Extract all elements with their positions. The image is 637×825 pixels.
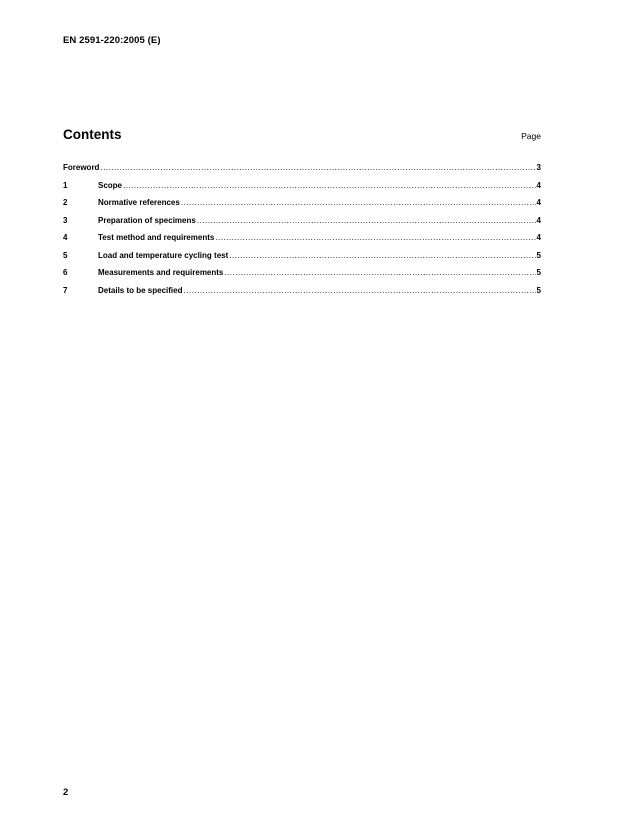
toc-entry-scope[interactable] xyxy=(63,181,541,199)
toc-entry-foreword[interactable] xyxy=(63,163,541,181)
toc-entry-title: Load and temperature cycling test xyxy=(98,250,229,260)
toc-entry-preparation-of-specimens[interactable] xyxy=(63,216,541,234)
toc-entry-test-method[interactable] xyxy=(63,233,541,251)
toc-entry-number: 7 xyxy=(63,285,68,295)
toc-leader-dots xyxy=(183,286,535,295)
toc-leader-dots xyxy=(215,233,535,242)
toc-entry-page: 5 xyxy=(536,285,541,295)
document-header: EN 2591-220:2005 (E) xyxy=(63,35,161,46)
toc-entry-normative-references[interactable] xyxy=(63,198,541,216)
toc-leader-dots xyxy=(181,198,536,207)
toc-entry-number: 5 xyxy=(63,250,68,260)
toc-entry-title: Test method and requirements xyxy=(98,233,215,242)
toc-entry-title: Foreword xyxy=(63,163,100,172)
toc-leader-dots xyxy=(197,216,536,225)
toc-entry-title: Measurements and requirements xyxy=(98,268,224,277)
toc-entry-title: Normative references xyxy=(98,198,180,207)
toc-entry-number: 3 xyxy=(63,215,68,225)
toc-entry-measurements[interactable] xyxy=(63,268,541,286)
toc-entry-number: 1 xyxy=(63,180,68,190)
toc-entry-page: 3 xyxy=(536,163,541,172)
toc-entry-details[interactable] xyxy=(63,286,541,304)
toc-entry-page: 4 xyxy=(536,198,541,207)
toc-leader-dots xyxy=(224,268,535,277)
toc-leader-dots xyxy=(229,251,535,260)
toc-entry-number: 6 xyxy=(63,268,68,277)
toc-entry-page: 5 xyxy=(536,268,541,277)
contents-title: Contents xyxy=(63,127,122,142)
toc-entry-title: Preparation of specimens xyxy=(98,215,196,225)
toc-entry-page: 4 xyxy=(536,215,541,225)
toc-entry-number: 2 xyxy=(63,198,68,207)
toc-leader-dots xyxy=(123,181,536,190)
toc-entry-page: 4 xyxy=(536,180,541,190)
page-column-label: Page xyxy=(521,131,541,141)
page-number: 2 xyxy=(63,787,69,798)
table-of-contents xyxy=(63,163,541,303)
toc-leader-dots xyxy=(100,163,535,172)
toc-entry-title: Details to be specified xyxy=(98,285,183,295)
toc-entry-page: 5 xyxy=(536,250,541,260)
toc-entry-page: 4 xyxy=(536,233,541,242)
toc-entry-number: 4 xyxy=(63,233,68,242)
toc-entry-title: Scope xyxy=(98,180,123,190)
toc-entry-load-temperature-cycling[interactable] xyxy=(63,251,541,269)
